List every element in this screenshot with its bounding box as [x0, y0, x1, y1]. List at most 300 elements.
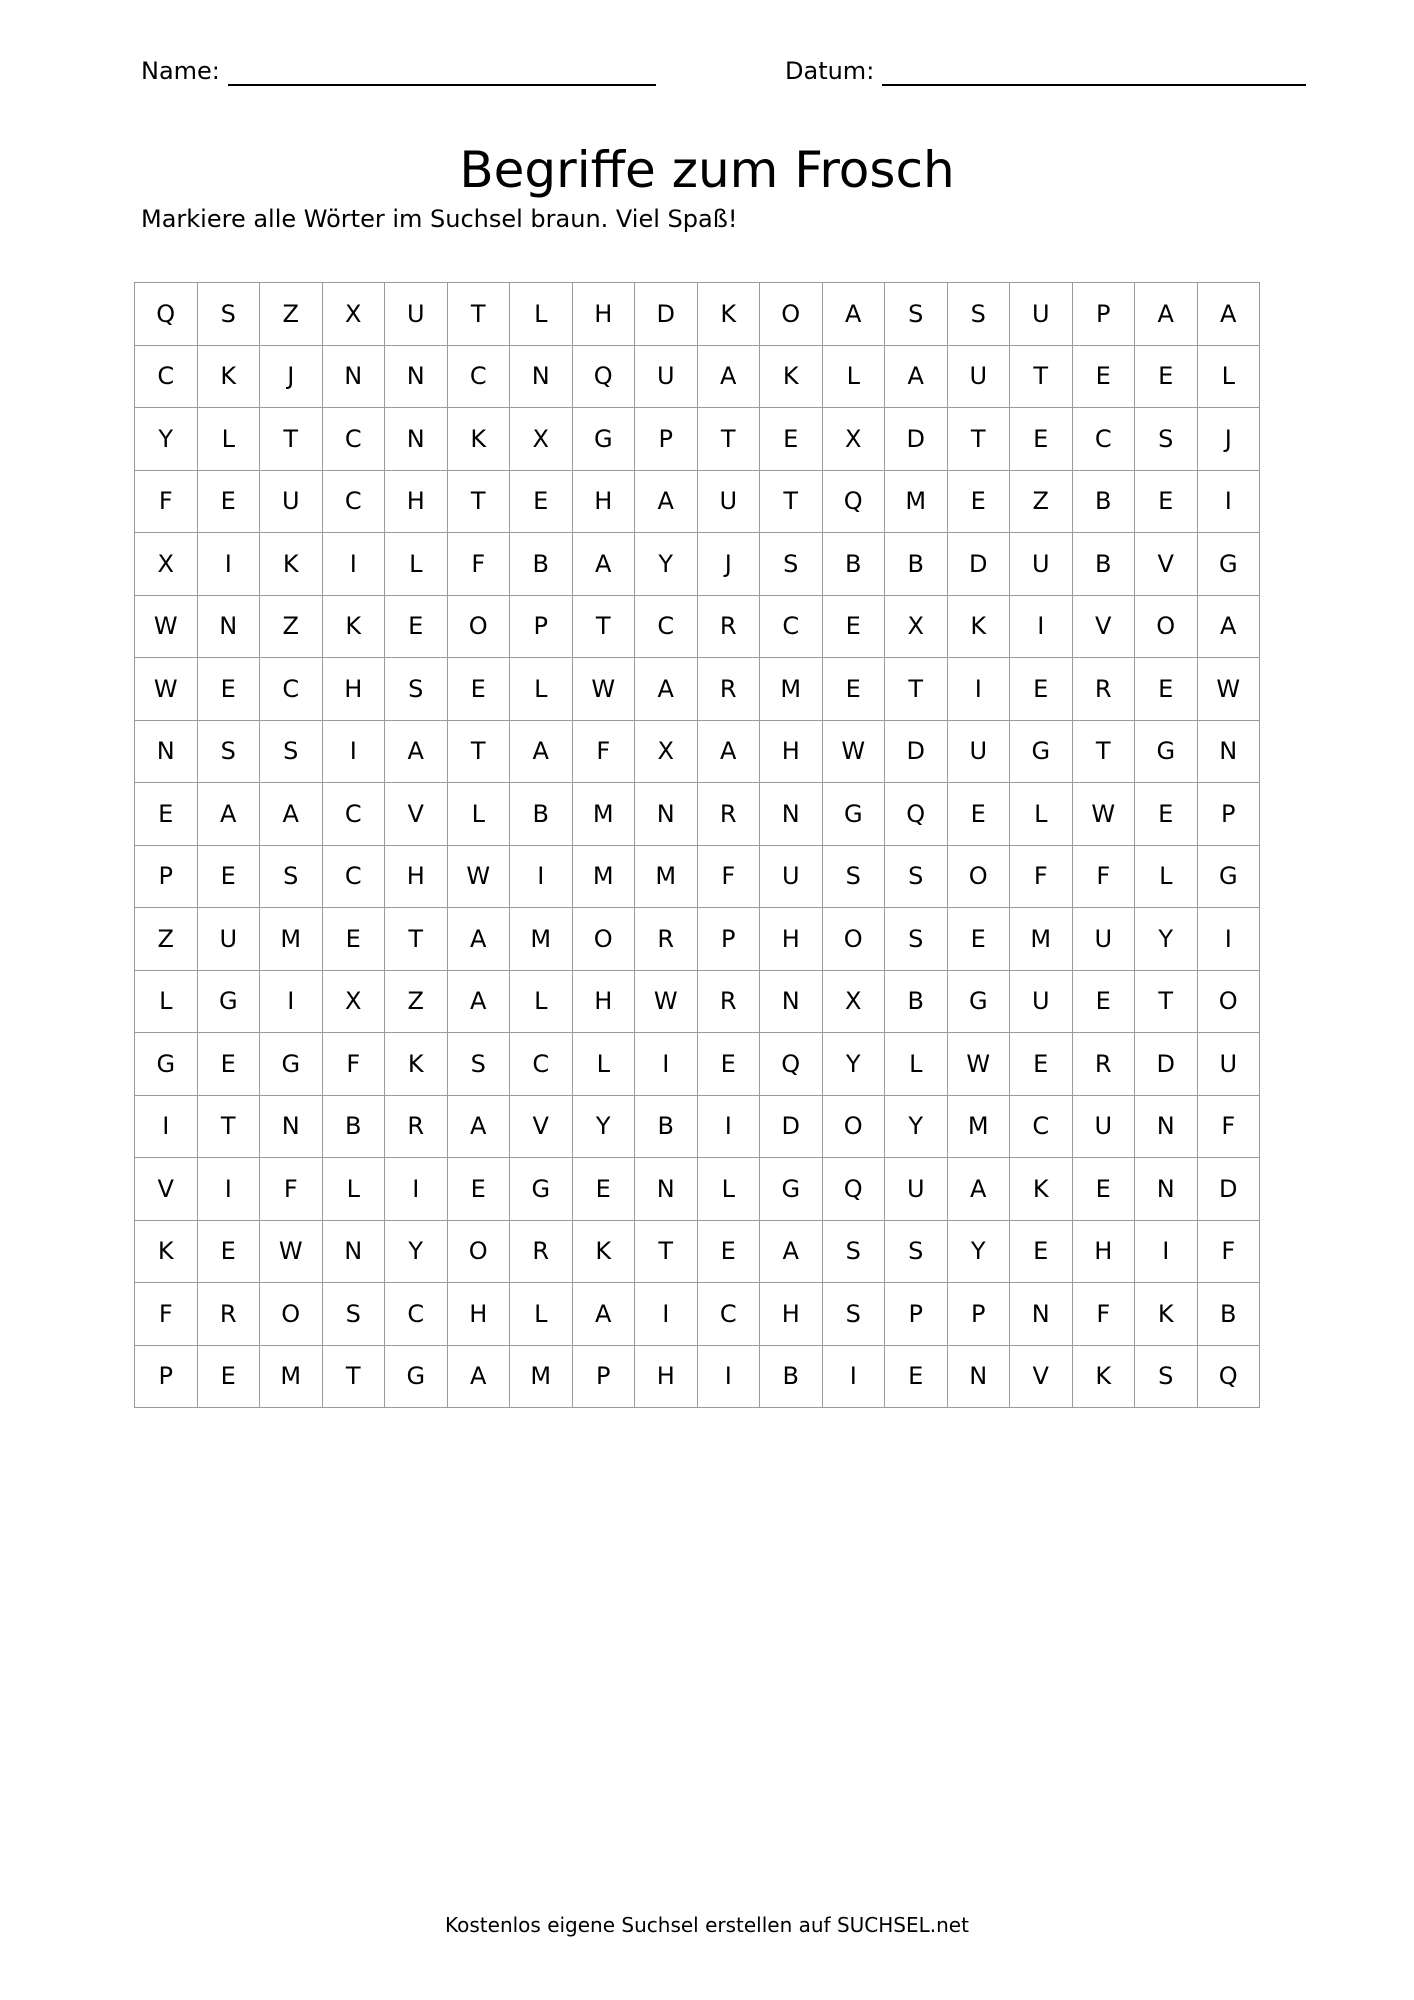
grid-cell[interactable]: C — [322, 470, 385, 533]
grid-cell[interactable]: N — [947, 1345, 1010, 1408]
grid-cell[interactable]: E — [197, 1033, 260, 1096]
grid-cell[interactable]: T — [635, 1220, 698, 1283]
grid-cell[interactable]: H — [385, 845, 448, 908]
grid-cell[interactable]: T — [697, 408, 760, 471]
grid-cell[interactable]: R — [635, 908, 698, 971]
grid-cell[interactable]: N — [635, 783, 698, 846]
grid-cell[interactable]: H — [447, 1283, 510, 1346]
date-field[interactable] — [785, 56, 1306, 86]
grid-cell[interactable]: Z — [385, 970, 448, 1033]
grid-cell[interactable]: U — [1072, 908, 1135, 971]
grid-cell[interactable]: P — [635, 408, 698, 471]
grid-cell[interactable]: V — [510, 1095, 573, 1158]
grid-cell[interactable]: A — [385, 720, 448, 783]
grid-cell[interactable]: S — [822, 845, 885, 908]
grid-cell[interactable]: E — [1135, 470, 1198, 533]
grid-cell[interactable]: I — [322, 533, 385, 596]
grid-cell[interactable]: H — [760, 1283, 823, 1346]
grid-cell[interactable]: M — [1010, 908, 1073, 971]
grid-cell[interactable]: T — [885, 658, 948, 721]
grid-cell[interactable]: P — [947, 1283, 1010, 1346]
grid-cell[interactable]: L — [510, 283, 573, 346]
grid-cell[interactable]: D — [885, 720, 948, 783]
grid-cell[interactable]: X — [822, 970, 885, 1033]
grid-cell[interactable]: Q — [760, 1033, 823, 1096]
grid-cell[interactable]: A — [1197, 595, 1260, 658]
grid-cell[interactable]: A — [697, 720, 760, 783]
grid-cell[interactable]: S — [1135, 408, 1198, 471]
grid-cell[interactable]: G — [197, 970, 260, 1033]
grid-cell[interactable]: E — [1072, 970, 1135, 1033]
grid-cell[interactable]: O — [572, 908, 635, 971]
grid-cell[interactable]: A — [885, 345, 948, 408]
grid-cell[interactable]: I — [1010, 595, 1073, 658]
grid-cell[interactable]: E — [697, 1033, 760, 1096]
grid-cell[interactable]: F — [697, 845, 760, 908]
grid-cell[interactable]: V — [1010, 1345, 1073, 1408]
grid-cell[interactable]: T — [385, 908, 448, 971]
grid-cell[interactable]: V — [135, 1158, 198, 1221]
grid-cell[interactable]: X — [635, 720, 698, 783]
grid-cell[interactable]: U — [1197, 1033, 1260, 1096]
grid-cell[interactable]: I — [322, 720, 385, 783]
grid-cell[interactable]: S — [197, 720, 260, 783]
grid-cell[interactable]: D — [1197, 1158, 1260, 1221]
grid-cell[interactable]: Y — [822, 1033, 885, 1096]
grid-cell[interactable]: W — [447, 845, 510, 908]
grid-cell[interactable]: U — [197, 908, 260, 971]
grid-cell[interactable]: T — [1135, 970, 1198, 1033]
grid-cell[interactable]: S — [385, 658, 448, 721]
grid-cell[interactable]: W — [135, 595, 198, 658]
grid-cell[interactable]: E — [1010, 658, 1073, 721]
grid-cell[interactable]: W — [1197, 658, 1260, 721]
grid-cell[interactable]: R — [197, 1283, 260, 1346]
grid-cell[interactable]: F — [322, 1033, 385, 1096]
grid-cell[interactable]: L — [322, 1158, 385, 1221]
grid-cell[interactable]: N — [510, 345, 573, 408]
grid-cell[interactable]: P — [135, 845, 198, 908]
name-field[interactable] — [141, 56, 656, 86]
grid-cell[interactable]: B — [322, 1095, 385, 1158]
grid-cell[interactable]: I — [197, 1158, 260, 1221]
grid-cell[interactable]: T — [447, 283, 510, 346]
grid-cell[interactable]: E — [1135, 658, 1198, 721]
grid-cell[interactable]: E — [197, 1220, 260, 1283]
grid-cell[interactable]: K — [135, 1220, 198, 1283]
grid-cell[interactable]: F — [1197, 1095, 1260, 1158]
grid-cell[interactable]: Y — [635, 533, 698, 596]
grid-cell[interactable]: N — [760, 783, 823, 846]
grid-cell[interactable]: U — [385, 283, 448, 346]
grid-cell[interactable]: O — [1197, 970, 1260, 1033]
grid-cell[interactable]: K — [760, 345, 823, 408]
grid-cell[interactable]: A — [1197, 283, 1260, 346]
grid-cell[interactable]: L — [135, 970, 198, 1033]
grid-cell[interactable]: C — [322, 783, 385, 846]
grid-cell[interactable]: B — [822, 533, 885, 596]
grid-cell[interactable]: B — [885, 970, 948, 1033]
grid-cell[interactable]: O — [760, 283, 823, 346]
name-input-line[interactable] — [228, 58, 656, 86]
grid-cell[interactable]: S — [822, 1220, 885, 1283]
grid-cell[interactable]: M — [947, 1095, 1010, 1158]
grid-cell[interactable]: C — [322, 408, 385, 471]
grid-cell[interactable]: C — [322, 845, 385, 908]
grid-cell[interactable]: U — [1072, 1095, 1135, 1158]
grid-cell[interactable]: E — [385, 595, 448, 658]
grid-cell[interactable]: X — [322, 970, 385, 1033]
grid-cell[interactable]: R — [697, 970, 760, 1033]
grid-cell[interactable]: F — [572, 720, 635, 783]
grid-cell[interactable]: A — [572, 533, 635, 596]
grid-cell[interactable]: L — [385, 533, 448, 596]
grid-cell[interactable]: A — [572, 1283, 635, 1346]
grid-cell[interactable]: S — [947, 283, 1010, 346]
grid-cell[interactable]: F — [1010, 845, 1073, 908]
grid-cell[interactable]: U — [1010, 970, 1073, 1033]
grid-cell[interactable]: I — [697, 1345, 760, 1408]
grid-cell[interactable]: Y — [572, 1095, 635, 1158]
grid-cell[interactable]: N — [322, 345, 385, 408]
grid-cell[interactable]: A — [510, 720, 573, 783]
grid-cell[interactable]: C — [135, 345, 198, 408]
grid-cell[interactable]: I — [822, 1345, 885, 1408]
grid-cell[interactable]: O — [447, 595, 510, 658]
grid-cell[interactable]: Y — [885, 1095, 948, 1158]
grid-cell[interactable]: N — [1135, 1095, 1198, 1158]
grid-cell[interactable]: T — [447, 470, 510, 533]
grid-cell[interactable]: A — [447, 908, 510, 971]
grid-cell[interactable]: E — [572, 1158, 635, 1221]
grid-cell[interactable]: T — [260, 408, 323, 471]
grid-cell[interactable]: L — [822, 345, 885, 408]
grid-cell[interactable]: N — [385, 408, 448, 471]
grid-cell[interactable]: H — [572, 470, 635, 533]
grid-cell[interactable]: Q — [1197, 1345, 1260, 1408]
grid-cell[interactable]: G — [1197, 533, 1260, 596]
grid-cell[interactable]: U — [947, 720, 1010, 783]
grid-cell[interactable]: V — [1072, 595, 1135, 658]
grid-cell[interactable]: E — [1010, 1220, 1073, 1283]
grid-cell[interactable]: Z — [1010, 470, 1073, 533]
grid-cell[interactable]: I — [260, 970, 323, 1033]
grid-cell[interactable]: R — [697, 595, 760, 658]
grid-cell[interactable]: I — [385, 1158, 448, 1221]
grid-cell[interactable]: C — [385, 1283, 448, 1346]
grid-cell[interactable]: X — [885, 595, 948, 658]
grid-cell[interactable]: T — [322, 1345, 385, 1408]
grid-cell[interactable]: K — [260, 533, 323, 596]
grid-cell[interactable]: L — [510, 658, 573, 721]
grid-cell[interactable]: B — [510, 533, 573, 596]
grid-cell[interactable]: B — [1072, 470, 1135, 533]
grid-cell[interactable]: B — [510, 783, 573, 846]
grid-cell[interactable]: U — [260, 470, 323, 533]
grid-cell[interactable]: N — [1197, 720, 1260, 783]
grid-cell[interactable]: H — [760, 720, 823, 783]
grid-cell[interactable]: C — [635, 595, 698, 658]
grid-cell[interactable]: W — [260, 1220, 323, 1283]
grid-cell[interactable]: E — [197, 658, 260, 721]
grid-cell[interactable]: Q — [822, 1158, 885, 1221]
grid-cell[interactable]: F — [260, 1158, 323, 1221]
grid-cell[interactable]: I — [135, 1095, 198, 1158]
grid-cell[interactable]: Y — [385, 1220, 448, 1283]
grid-cell[interactable]: F — [1072, 1283, 1135, 1346]
grid-cell[interactable]: D — [947, 533, 1010, 596]
grid-cell[interactable]: W — [135, 658, 198, 721]
grid-cell[interactable]: G — [1197, 845, 1260, 908]
grid-cell[interactable]: F — [1072, 845, 1135, 908]
grid-cell[interactable]: M — [885, 470, 948, 533]
grid-cell[interactable]: A — [447, 970, 510, 1033]
grid-cell[interactable]: E — [322, 908, 385, 971]
grid-cell[interactable]: L — [197, 408, 260, 471]
grid-cell[interactable]: Z — [260, 283, 323, 346]
grid-cell[interactable]: U — [697, 470, 760, 533]
grid-cell[interactable]: I — [697, 1095, 760, 1158]
grid-cell[interactable]: A — [1135, 283, 1198, 346]
grid-cell[interactable]: C — [697, 1283, 760, 1346]
grid-cell[interactable]: D — [635, 283, 698, 346]
grid-cell[interactable]: D — [760, 1095, 823, 1158]
grid-cell[interactable]: E — [822, 595, 885, 658]
grid-cell[interactable]: A — [947, 1158, 1010, 1221]
grid-cell[interactable]: F — [135, 470, 198, 533]
grid-cell[interactable]: K — [1010, 1158, 1073, 1221]
grid-cell[interactable]: O — [822, 908, 885, 971]
grid-cell[interactable]: Z — [135, 908, 198, 971]
grid-cell[interactable]: G — [760, 1158, 823, 1221]
grid-cell[interactable]: N — [135, 720, 198, 783]
grid-cell[interactable]: L — [885, 1033, 948, 1096]
grid-cell[interactable]: Q — [885, 783, 948, 846]
grid-cell[interactable]: E — [1010, 1033, 1073, 1096]
grid-cell[interactable]: N — [1010, 1283, 1073, 1346]
grid-cell[interactable]: Y — [947, 1220, 1010, 1283]
grid-cell[interactable]: A — [760, 1220, 823, 1283]
grid-cell[interactable]: M — [572, 783, 635, 846]
grid-cell[interactable]: B — [635, 1095, 698, 1158]
grid-cell[interactable]: O — [447, 1220, 510, 1283]
grid-cell[interactable]: F — [1197, 1220, 1260, 1283]
grid-cell[interactable]: E — [1135, 345, 1198, 408]
grid-cell[interactable]: G — [1010, 720, 1073, 783]
grid-cell[interactable]: B — [1072, 533, 1135, 596]
grid-cell[interactable]: E — [197, 470, 260, 533]
grid-cell[interactable]: P — [1197, 783, 1260, 846]
grid-cell[interactable]: G — [135, 1033, 198, 1096]
grid-cell[interactable]: M — [260, 1345, 323, 1408]
grid-cell[interactable]: S — [885, 1220, 948, 1283]
grid-cell[interactable]: K — [1135, 1283, 1198, 1346]
grid-cell[interactable]: H — [635, 1345, 698, 1408]
grid-cell[interactable]: G — [510, 1158, 573, 1221]
grid-cell[interactable]: M — [510, 1345, 573, 1408]
grid-cell[interactable]: Y — [1135, 908, 1198, 971]
grid-cell[interactable]: E — [822, 658, 885, 721]
grid-cell[interactable]: R — [697, 783, 760, 846]
grid-cell[interactable]: S — [322, 1283, 385, 1346]
grid-cell[interactable]: G — [260, 1033, 323, 1096]
grid-cell[interactable]: B — [760, 1345, 823, 1408]
grid-cell[interactable]: I — [510, 845, 573, 908]
grid-cell[interactable]: O — [947, 845, 1010, 908]
grid-cell[interactable]: A — [822, 283, 885, 346]
grid-cell[interactable]: T — [572, 595, 635, 658]
grid-cell[interactable]: N — [635, 1158, 698, 1221]
grid-cell[interactable]: G — [822, 783, 885, 846]
grid-cell[interactable]: C — [1010, 1095, 1073, 1158]
grid-cell[interactable]: A — [260, 783, 323, 846]
grid-cell[interactable]: G — [572, 408, 635, 471]
grid-cell[interactable]: U — [635, 345, 698, 408]
grid-cell[interactable]: U — [885, 1158, 948, 1221]
grid-cell[interactable]: X — [510, 408, 573, 471]
grid-cell[interactable]: M — [760, 658, 823, 721]
grid-cell[interactable]: M — [572, 845, 635, 908]
grid-cell[interactable]: R — [697, 658, 760, 721]
grid-cell[interactable]: A — [635, 658, 698, 721]
grid-cell[interactable]: A — [197, 783, 260, 846]
grid-cell[interactable]: K — [572, 1220, 635, 1283]
grid-cell[interactable]: O — [822, 1095, 885, 1158]
grid-cell[interactable]: X — [135, 533, 198, 596]
grid-cell[interactable]: S — [885, 908, 948, 971]
grid-cell[interactable]: N — [385, 345, 448, 408]
grid-cell[interactable]: I — [1197, 908, 1260, 971]
grid-cell[interactable]: B — [1197, 1283, 1260, 1346]
grid-cell[interactable]: E — [1072, 345, 1135, 408]
grid-cell[interactable]: Z — [260, 595, 323, 658]
grid-cell[interactable]: W — [635, 970, 698, 1033]
grid-cell[interactable]: H — [322, 658, 385, 721]
grid-cell[interactable]: S — [1135, 1345, 1198, 1408]
grid-cell[interactable]: C — [1072, 408, 1135, 471]
grid-cell[interactable]: L — [697, 1158, 760, 1221]
grid-cell[interactable]: F — [135, 1283, 198, 1346]
grid-cell[interactable]: H — [385, 470, 448, 533]
grid-cell[interactable]: L — [447, 783, 510, 846]
grid-cell[interactable]: E — [947, 783, 1010, 846]
grid-cell[interactable]: A — [447, 1095, 510, 1158]
grid-cell[interactable]: U — [760, 845, 823, 908]
grid-cell[interactable]: P — [697, 908, 760, 971]
grid-cell[interactable]: W — [572, 658, 635, 721]
grid-cell[interactable]: F — [447, 533, 510, 596]
grid-cell[interactable]: C — [760, 595, 823, 658]
grid-cell[interactable]: E — [1135, 783, 1198, 846]
grid-cell[interactable]: H — [572, 970, 635, 1033]
grid-cell[interactable]: L — [1010, 783, 1073, 846]
grid-cell[interactable]: K — [447, 408, 510, 471]
grid-cell[interactable]: O — [260, 1283, 323, 1346]
grid-cell[interactable]: S — [760, 533, 823, 596]
grid-cell[interactable]: T — [1010, 345, 1073, 408]
grid-cell[interactable]: M — [510, 908, 573, 971]
grid-cell[interactable]: R — [1072, 658, 1135, 721]
grid-cell[interactable]: S — [822, 1283, 885, 1346]
grid-cell[interactable]: T — [947, 408, 1010, 471]
grid-cell[interactable]: E — [947, 470, 1010, 533]
grid-cell[interactable]: Q — [822, 470, 885, 533]
grid-cell[interactable]: K — [322, 595, 385, 658]
grid-cell[interactable]: G — [385, 1345, 448, 1408]
grid-cell[interactable]: K — [697, 283, 760, 346]
grid-cell[interactable]: R — [385, 1095, 448, 1158]
grid-cell[interactable]: W — [1072, 783, 1135, 846]
grid-cell[interactable]: H — [1072, 1220, 1135, 1283]
grid-cell[interactable]: E — [947, 908, 1010, 971]
grid-cell[interactable]: X — [322, 283, 385, 346]
grid-cell[interactable]: R — [510, 1220, 573, 1283]
grid-cell[interactable]: T — [1072, 720, 1135, 783]
grid-cell[interactable]: N — [760, 970, 823, 1033]
grid-cell[interactable]: S — [260, 845, 323, 908]
grid-cell[interactable]: H — [572, 283, 635, 346]
grid-cell[interactable]: E — [197, 1345, 260, 1408]
grid-cell[interactable]: S — [885, 845, 948, 908]
grid-cell[interactable]: S — [197, 283, 260, 346]
grid-cell[interactable]: I — [947, 658, 1010, 721]
grid-cell[interactable]: K — [385, 1033, 448, 1096]
grid-cell[interactable]: I — [197, 533, 260, 596]
grid-cell[interactable]: E — [447, 1158, 510, 1221]
grid-cell[interactable]: L — [510, 970, 573, 1033]
grid-cell[interactable]: P — [885, 1283, 948, 1346]
grid-cell[interactable]: J — [260, 345, 323, 408]
grid-cell[interactable]: S — [885, 283, 948, 346]
grid-cell[interactable]: W — [822, 720, 885, 783]
grid-cell[interactable]: K — [197, 345, 260, 408]
grid-cell[interactable]: M — [260, 908, 323, 971]
grid-cell[interactable]: J — [1197, 408, 1260, 471]
grid-cell[interactable]: G — [1135, 720, 1198, 783]
grid-cell[interactable]: S — [447, 1033, 510, 1096]
grid-cell[interactable]: K — [947, 595, 1010, 658]
grid-cell[interactable]: E — [1072, 1158, 1135, 1221]
grid-cell[interactable]: D — [885, 408, 948, 471]
grid-cell[interactable]: O — [1135, 595, 1198, 658]
grid-cell[interactable]: A — [697, 345, 760, 408]
grid-cell[interactable]: E — [135, 783, 198, 846]
grid-cell[interactable]: A — [447, 1345, 510, 1408]
grid-cell[interactable]: I — [635, 1033, 698, 1096]
grid-cell[interactable]: V — [1135, 533, 1198, 596]
grid-cell[interactable]: T — [760, 470, 823, 533]
grid-cell[interactable]: L — [510, 1283, 573, 1346]
grid-cell[interactable]: P — [1072, 283, 1135, 346]
grid-cell[interactable]: A — [635, 470, 698, 533]
grid-cell[interactable]: G — [947, 970, 1010, 1033]
grid-cell[interactable]: Q — [572, 345, 635, 408]
grid-cell[interactable]: W — [947, 1033, 1010, 1096]
grid-cell[interactable]: E — [447, 658, 510, 721]
grid-cell[interactable]: P — [510, 595, 573, 658]
grid-cell[interactable]: M — [635, 845, 698, 908]
grid-cell[interactable]: R — [1072, 1033, 1135, 1096]
grid-cell[interactable]: N — [1135, 1158, 1198, 1221]
grid-cell[interactable]: I — [1135, 1220, 1198, 1283]
grid-cell[interactable]: Y — [135, 408, 198, 471]
grid-cell[interactable]: J — [697, 533, 760, 596]
grid-cell[interactable]: T — [447, 720, 510, 783]
grid-cell[interactable]: E — [697, 1220, 760, 1283]
grid-cell[interactable]: P — [135, 1345, 198, 1408]
grid-cell[interactable]: I — [635, 1283, 698, 1346]
grid-cell[interactable]: C — [447, 345, 510, 408]
